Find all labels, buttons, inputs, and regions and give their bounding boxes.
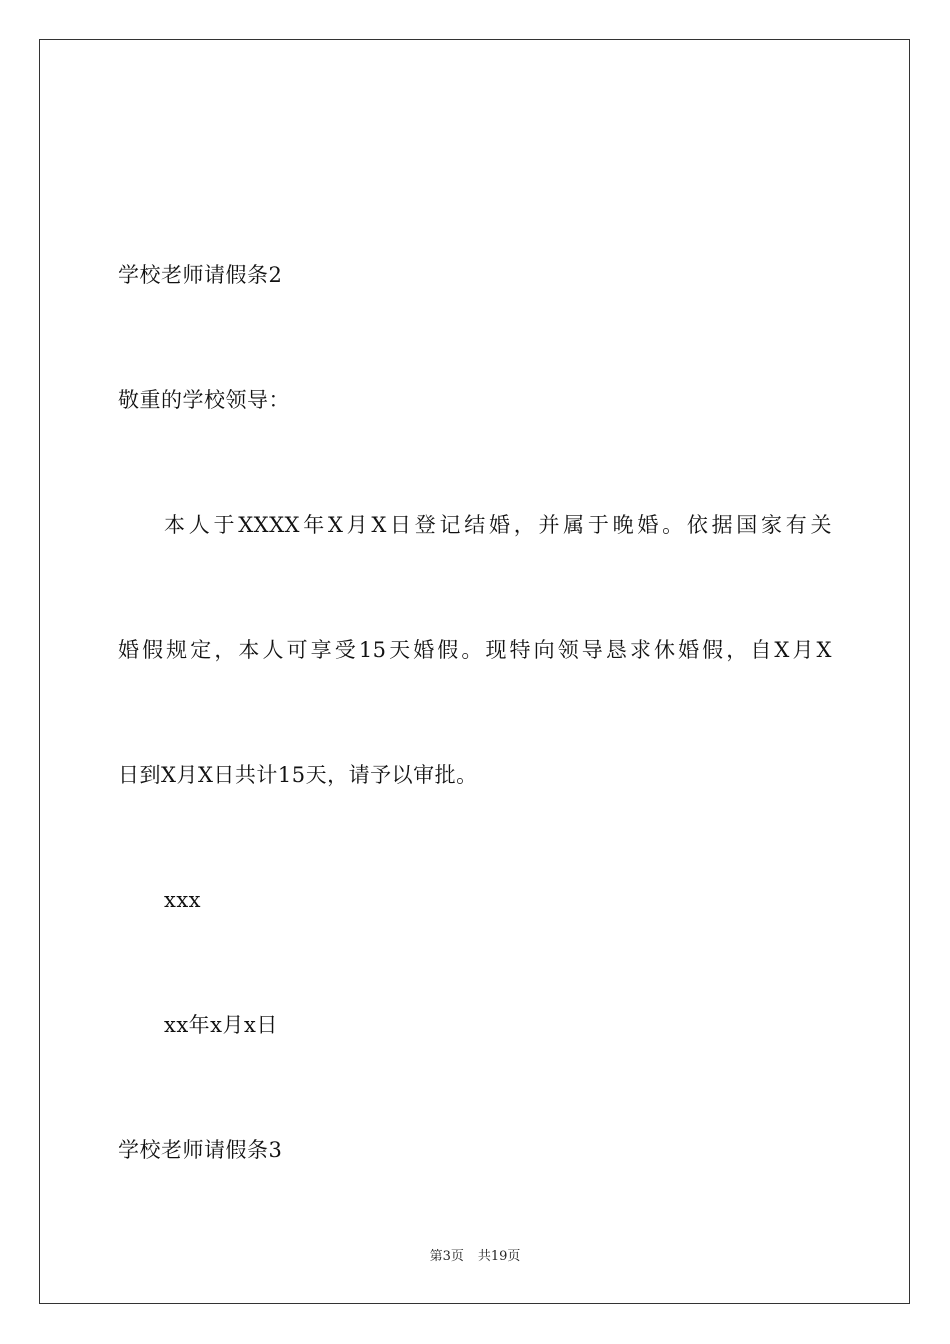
salutation: 敬重的学校领导： bbox=[118, 388, 290, 412]
section-heading-2: 学校老师请假条2 bbox=[118, 263, 283, 287]
body-paragraph-line-2: 婚假规定，本人可享受15天婚假。现特向领导恳求休婚假，自X月X bbox=[118, 638, 832, 662]
signature: xxx bbox=[164, 888, 202, 912]
page-number: 第3页 bbox=[429, 1249, 464, 1264]
page-frame bbox=[39, 39, 910, 1304]
page-footer bbox=[0, 1248, 950, 1266]
section-heading-3: 学校老师请假条3 bbox=[118, 1138, 283, 1162]
signature-date: xx年x月x日 bbox=[164, 1013, 278, 1037]
body-paragraph-line-3: 日到X月X日共计15天，请予以审批。 bbox=[118, 763, 478, 787]
body-paragraph-line-1: 本人于XXXX年X月X日登记结婚，并属于晚婚。依据国家有关 bbox=[164, 513, 832, 537]
page-total: 共19页 bbox=[477, 1249, 521, 1264]
